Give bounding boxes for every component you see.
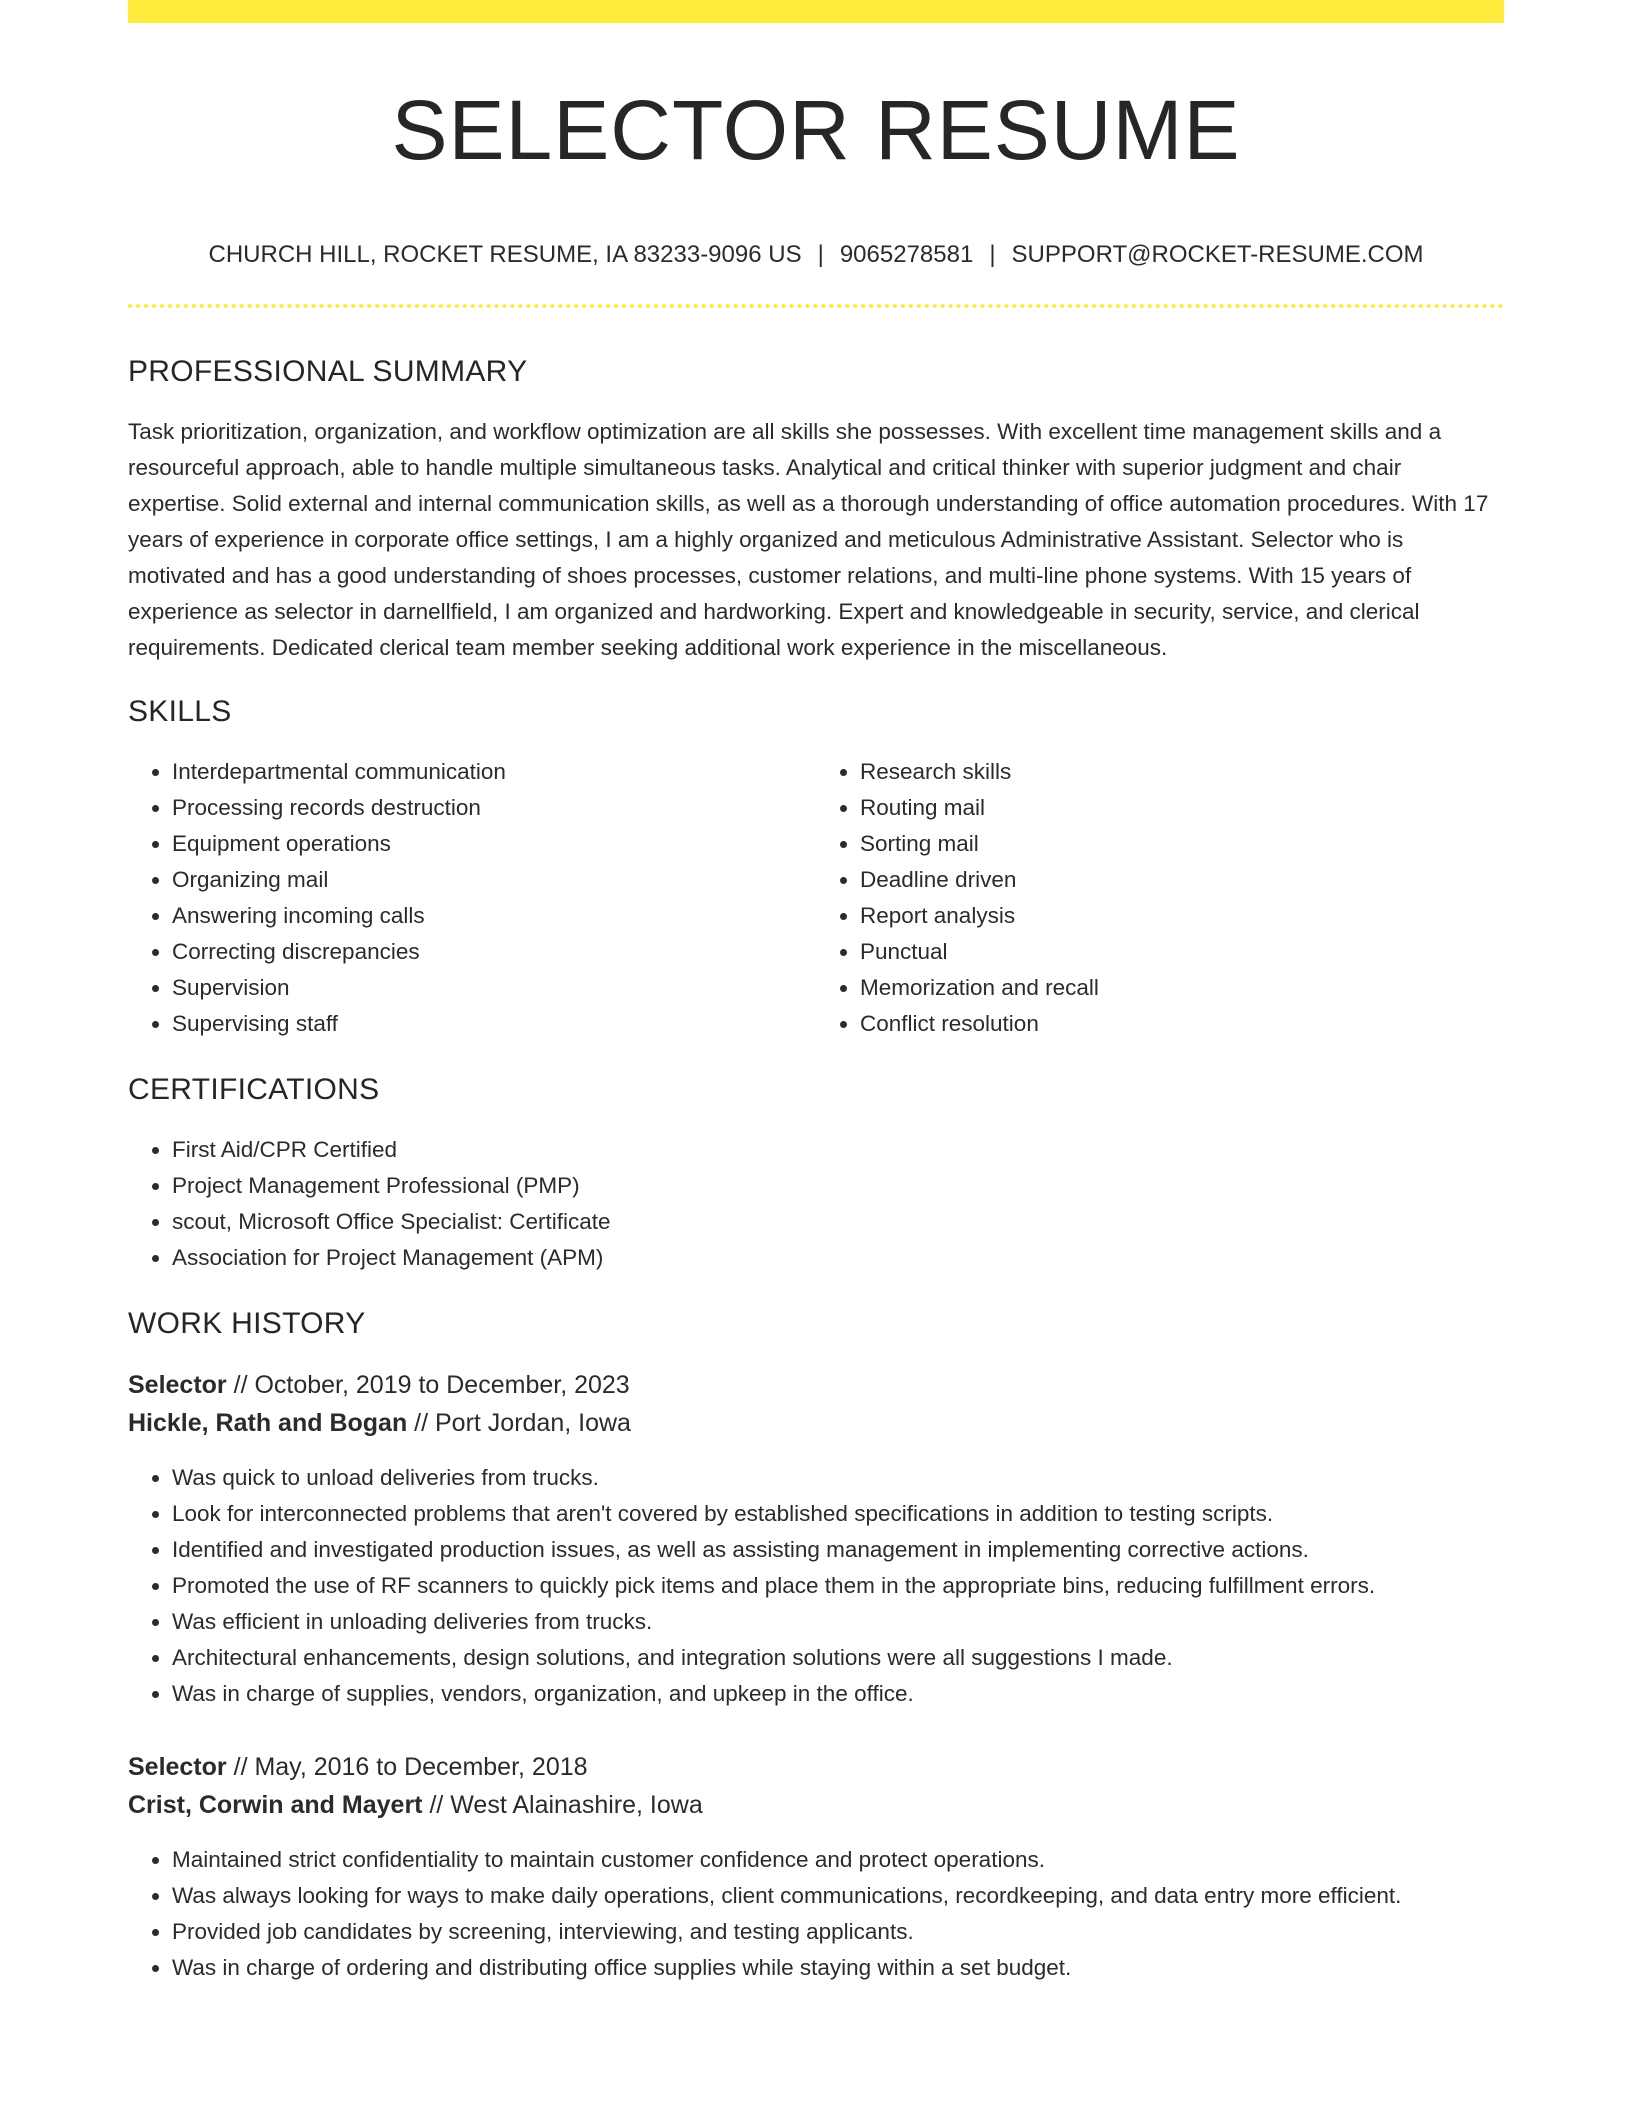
job-bullet: • Was quick to unload deliveries from trucks. (172, 1460, 1504, 1496)
job-bullet: • Was in charge of ordering and distributing office supplies while staying within a set budget. (172, 1950, 1504, 1986)
contact-separator: | (817, 241, 824, 268)
skill-item: • Report analysis (860, 898, 1504, 934)
summary-text: Task prioritization, organization, and workflow optimization are all skills she possesses. With excellent time management skills and a resourceful approach, able to handle multiple simultaneous tasks. Analytical and critical thinker with superior judgment and chair expertise. Solid external and internal communication skills, as well as a thorough understanding of office automation procedures. With 17 years of experience in corporate office settings, I am a highly organized and meticulous Administrative Assistant. Selector who is motivated and has a good understanding of shoes processes, customer relations, and multi-line phone systems. With 15 years of experience as selector in darnellfield, I am organized and hardworking. Expert and knowledgeable in security, service, and clerical requirements. Dedicated clerical team member seeking additional work experience in the miscellaneous. (128, 419, 1489, 660)
job-bullet: • Provided job candidates by screening, interviewing, and testing applicants. (172, 1914, 1504, 1950)
skill-item: • Supervising staff (172, 1006, 816, 1042)
job-bullet: • Was efficient in unloading deliveries from trucks. (172, 1604, 1504, 1640)
job-company-line (128, 1786, 1504, 1824)
contact-phone: 9065278581 (839, 241, 974, 268)
job-entry (128, 1748, 1504, 1986)
job-location: // West Alainashire, Iowa (422, 1791, 703, 1819)
skill-item: • Sorting mail (860, 826, 1504, 862)
certification-item: • Association for Project Management (APM) (172, 1240, 1504, 1276)
job-title: Selector (128, 1753, 227, 1781)
skill-item: • Research skills (860, 754, 1504, 790)
certification-item: • First Aid/CPR Certified (172, 1132, 1504, 1168)
job-header (128, 1748, 1504, 1824)
skill-item: • Deadline driven (860, 862, 1504, 898)
resume-name: SELECTOR RESUME (391, 83, 1241, 177)
skill-item: • Conflict resolution (860, 1006, 1504, 1042)
skill-item: • Memorization and recall (860, 970, 1504, 1006)
skill-item: • Answering incoming calls (172, 898, 816, 934)
certifications-heading: CERTIFICATIONS (128, 1073, 380, 1106)
job-title: Selector (128, 1371, 227, 1399)
skill-item: • Correcting discrepancies (172, 934, 816, 970)
job-bullet: • Identified and investigated production issues, as well as assisting management in implementing corrective actions. (172, 1532, 1504, 1568)
job-company-line (128, 1404, 1504, 1442)
certification-item: • scout, Microsoft Office Specialist: Certificate (172, 1204, 1504, 1240)
contact-separator: | (989, 241, 996, 268)
contact-line (128, 240, 1504, 270)
skill-item: • Equipment operations (172, 826, 816, 862)
contact-email: SUPPORT@ROCKET-RESUME.COM (1011, 241, 1424, 268)
contact-address: CHURCH HILL, ROCKET RESUME, IA 83233-9096 US (208, 241, 802, 268)
work-history-heading: WORK HISTORY (128, 1307, 366, 1340)
skill-item: • Routing mail (860, 790, 1504, 826)
job-entry (128, 1366, 1504, 1712)
job-location: // Port Jordan, Iowa (407, 1409, 631, 1437)
skills-columns (128, 754, 1504, 1042)
job-company: Crist, Corwin and Mayert (128, 1791, 423, 1819)
job-bullet: • Promoted the use of RF scanners to quickly pick items and place them in the appropriate bins, reducing fulfillment errors. (172, 1568, 1504, 1604)
summary-heading: PROFESSIONAL SUMMARY (128, 355, 528, 388)
job-bullet: • Was always looking for ways to make daily operations, client communications, recordkeeping, and data entry more efficient. (172, 1878, 1504, 1914)
job-bullets (128, 1842, 1504, 1986)
resume-content (128, 0, 1504, 1986)
certification-item: • Project Management Professional (PMP) (172, 1168, 1504, 1204)
skill-item: • Supervision (172, 970, 816, 1006)
skills-right-list (816, 754, 1504, 1042)
skills-heading: SKILLS (128, 695, 232, 728)
dotted-divider (128, 304, 1504, 308)
skill-item: • Punctual (860, 934, 1504, 970)
job-bullet: • Look for interconnected problems that aren't covered by established specifications in addition to testing scripts. (172, 1496, 1504, 1532)
skill-item: • Organizing mail (172, 862, 816, 898)
job-bullets (128, 1460, 1504, 1712)
skill-item: • Processing records destruction (172, 790, 816, 826)
certifications-list (128, 1132, 1504, 1276)
job-bullet: • Was in charge of supplies, vendors, organization, and upkeep in the office. (172, 1676, 1504, 1712)
job-header (128, 1366, 1504, 1442)
job-dates: // May, 2016 to December, 2018 (226, 1753, 588, 1781)
job-title-line (128, 1748, 1504, 1786)
job-bullet: • Maintained strict confidentiality to maintain customer confidence and protect operations. (172, 1842, 1504, 1878)
job-company: Hickle, Rath and Bogan (128, 1409, 408, 1437)
job-dates: // October, 2019 to December, 2023 (226, 1371, 630, 1399)
job-bullet: • Architectural enhancements, design solutions, and integration solutions were all suggestions I made. (172, 1640, 1504, 1676)
skill-item: • Interdepartmental communication (172, 754, 816, 790)
job-title-line (128, 1366, 1504, 1404)
skills-left-list (128, 754, 816, 1042)
